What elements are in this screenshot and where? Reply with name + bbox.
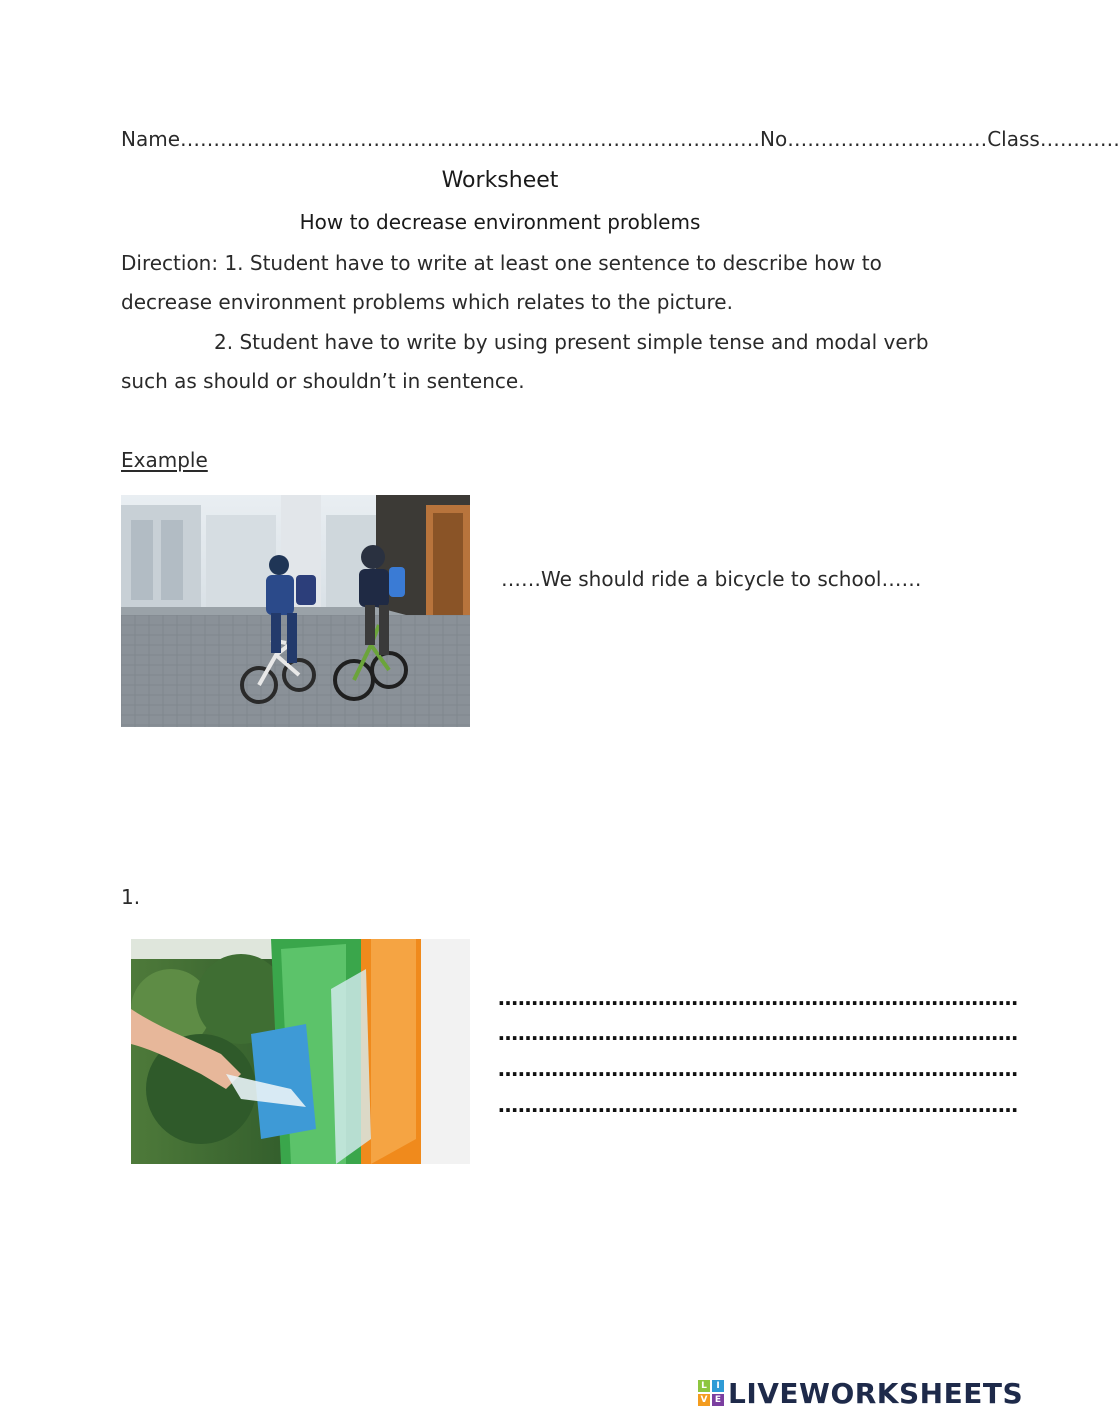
badge-letter: E (712, 1394, 724, 1406)
example-label: Example (121, 448, 208, 472)
worksheet-subtitle: How to decrease environment problems (299, 210, 701, 234)
badge-letter: I (712, 1380, 724, 1392)
answer-line-4[interactable]: …………………………………………………………………… (498, 1093, 1018, 1117)
logo-text: LIVEWORKSHEETS (728, 1376, 1024, 1410)
question-number: 1. (121, 885, 141, 909)
question-photo-recycling (131, 939, 470, 1164)
logo-badge-icon (698, 1380, 724, 1406)
direction-line-4: such as should or shouldn’t in sentence. (121, 369, 525, 393)
badge-letter: V (698, 1394, 710, 1406)
example-answer: ……We should ride a bicycle to school…… (501, 567, 922, 591)
worksheet-title: Worksheet (441, 168, 559, 193)
direction-line-3: 2. Student have to write by using present simple tense and modal verb (214, 330, 929, 354)
answer-line-1[interactable]: …………………………………………………………………… (498, 986, 1018, 1010)
liveworksheets-logo (698, 1378, 1023, 1408)
example-photo-bicycles (121, 495, 470, 727)
direction-line-1: Direction: 1. Student have to write at least one sentence to describe how to (121, 251, 882, 275)
direction-line-2: decrease environment problems which relates to the picture. (121, 290, 733, 314)
answer-line-3[interactable]: …………………………………………………………………… (498, 1057, 1018, 1081)
answer-line-2[interactable]: …………………………………………………………………… (498, 1021, 1018, 1045)
badge-letter: L (698, 1380, 710, 1392)
name-number-class-line: Name……………………………………………………………………………No…………………………Class………… (121, 127, 1120, 151)
